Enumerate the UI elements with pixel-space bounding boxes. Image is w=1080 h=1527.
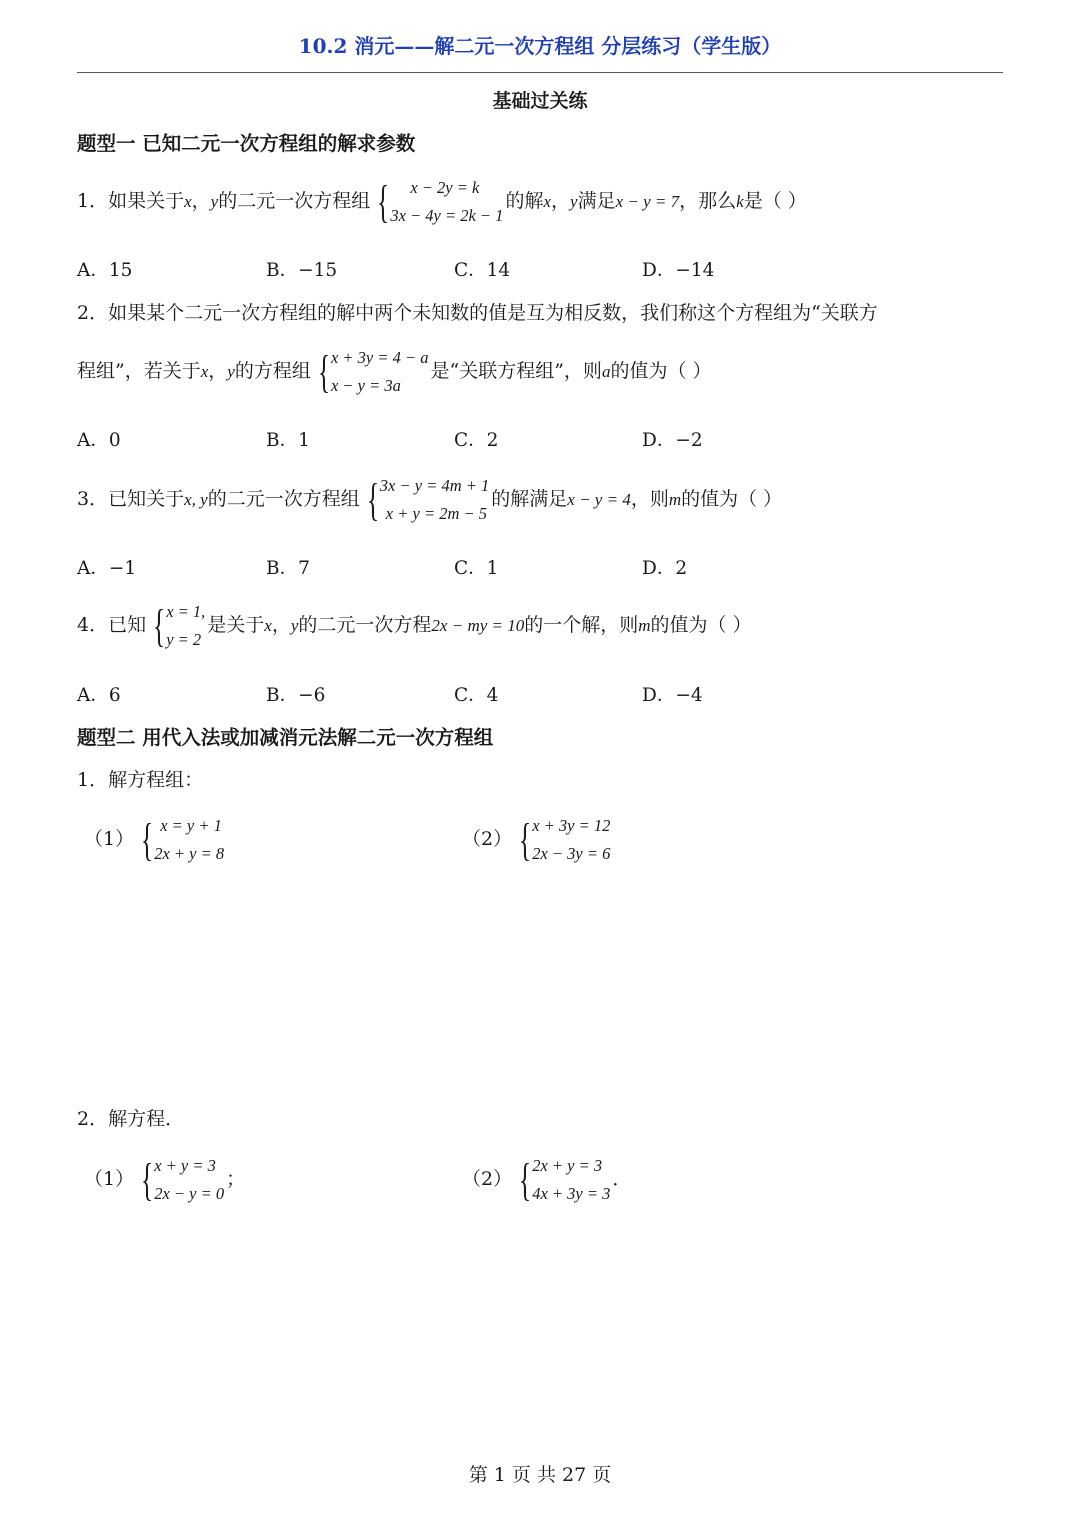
q2-option-b: B．1	[266, 430, 310, 451]
brace-icon: {	[317, 346, 330, 397]
q2-option-d: D．−2	[642, 430, 703, 451]
q1-mid: 的二元一次方程组	[218, 190, 371, 212]
q2-equation-system	[313, 344, 429, 400]
q1-var-x2: x	[543, 192, 551, 211]
p1-s1-eq2: 2x + y = 8	[154, 844, 225, 863]
q2-var-x: x	[200, 362, 209, 381]
brace-icon: {	[141, 1154, 154, 1205]
p2-s1-eq1: x + y = 3	[154, 1156, 216, 1175]
p2-s1-eq2: 2x − y = 0	[154, 1184, 225, 1203]
q4-after: 是关于	[207, 614, 265, 636]
q1-eq2: 3x − 4y = 2k − 1	[390, 206, 504, 225]
header-divider	[77, 72, 1003, 73]
q4-var-y: y	[290, 616, 299, 635]
q1-option-a: A．15	[77, 260, 133, 281]
brace-icon: {	[141, 814, 154, 865]
q3-option-d: D．2	[642, 558, 688, 579]
q1-comma: ，	[191, 190, 211, 212]
q1-option-d: D．−14	[642, 260, 715, 281]
question-1	[77, 174, 807, 230]
q3-tail: ，则	[630, 488, 669, 510]
p2-s1-end: ；	[226, 1168, 246, 1190]
q3-eq1: 3x − y = 4m + 1	[379, 476, 490, 495]
p2-sub-2	[462, 1152, 631, 1208]
q1-cond-pre: 满足	[577, 190, 616, 212]
p2-s2-eq2: 4x + 3y = 3	[532, 1184, 611, 1203]
question-3	[77, 472, 782, 528]
question-2-line-2	[77, 344, 711, 400]
brace-icon: {	[153, 600, 166, 651]
q4-option-d: D．−4	[642, 685, 703, 706]
q2-prefix: 程组”，若关于	[77, 360, 201, 382]
p1-s1-equation-system	[136, 812, 224, 868]
q1-var-k: k	[736, 192, 744, 211]
q3-prefix: 3．已知关于	[77, 488, 185, 510]
p2-s2-equation-system	[514, 1152, 610, 1208]
p1-s2-eq2: 2x − 3y = 6	[532, 844, 611, 863]
problem-2-label: 2．解方程．	[77, 1108, 185, 1130]
type2-heading: 题型二 用代入法或加减消元法解二元一次方程组	[77, 726, 494, 749]
q1-var-y: y	[210, 192, 219, 211]
q4-eq1: x = 1,	[166, 602, 206, 621]
p1-s1-num: （1）	[84, 828, 135, 850]
q4-option-c: C．4	[454, 685, 499, 706]
q3-vars: x, y	[184, 490, 208, 509]
q4-eq2: y = 2	[166, 630, 202, 649]
q3-var-m: m	[668, 490, 682, 509]
q1-comma2: ，	[551, 190, 571, 212]
p2-sub-1	[84, 1152, 245, 1208]
q1-option-c: C．14	[454, 260, 511, 281]
p1-s1-eq1: x = y + 1	[160, 816, 222, 835]
q2-eq1: x + 3y = 4 − a	[330, 348, 429, 367]
q3-mid: 的二元一次方程组	[207, 488, 360, 510]
p2-s2-eq1: 2x + y = 3	[532, 1156, 603, 1175]
q1-after: 的解	[505, 190, 544, 212]
q3-end: 的值为（ ）	[681, 488, 783, 510]
question-2-line-1: 2．如果某个二元一次方程组的解中两个未知数的值是互为相反数，我们称这个方程组为“关联方	[77, 302, 878, 324]
q3-equation-system	[362, 472, 490, 528]
q3-option-b: B．7	[266, 558, 310, 579]
p2-s2-end: ．	[612, 1168, 632, 1190]
q3-eq2: x + y = 2m − 5	[385, 504, 488, 523]
p1-s2-equation-system	[514, 812, 610, 868]
brace-icon: {	[377, 176, 390, 227]
q2-end: 的值为（ ）	[610, 360, 712, 382]
p2-s1-equation-system	[136, 1152, 224, 1208]
q1-option-b: B．−15	[266, 260, 338, 281]
q4-option-a: A．6	[77, 685, 121, 706]
p2-s2-num: （2）	[462, 1168, 513, 1190]
q1-eq1: x − 2y = k	[410, 178, 480, 197]
q2-eq2: x − y = 3a	[330, 376, 401, 395]
q2-mid: 的方程组	[234, 360, 311, 382]
brace-icon: {	[366, 474, 379, 525]
q1-condition: x − y = 7	[615, 192, 680, 211]
problem-1-label: 1．解方程组：	[77, 769, 204, 791]
q1-tail: ，那么	[679, 190, 737, 212]
q4-mid: 的二元一次方程	[298, 614, 432, 636]
p1-sub-2	[462, 812, 612, 868]
page-footer: 第 1 页 共 27 页	[468, 1464, 612, 1486]
q1-end: 是（ ）	[743, 190, 807, 212]
q4-end: 的值为（ ）	[650, 614, 752, 636]
q3-after: 的解满足	[491, 488, 568, 510]
q4-option-b: B．−6	[266, 685, 326, 706]
q4-comma: ，	[271, 614, 291, 636]
q4-equation: 2x − my = 10	[431, 616, 525, 635]
q2-var-y: y	[227, 362, 235, 381]
q1-var-y2: y	[570, 192, 578, 211]
q4-prefix: 4．已知	[77, 614, 147, 636]
brace-icon: {	[519, 814, 532, 865]
q4-var-x: x	[264, 616, 272, 635]
q3-option-c: C．1	[454, 558, 499, 579]
q2-comma: ，	[208, 360, 228, 382]
p1-s2-num: （2）	[462, 828, 513, 850]
q1-prefix: 1．如果关于	[77, 190, 185, 212]
section-title: 基础过关练	[492, 90, 588, 112]
q4-var-m: m	[638, 616, 651, 635]
p1-sub-1	[84, 812, 226, 868]
q3-option-a: A．−1	[77, 558, 137, 579]
question-4	[77, 598, 752, 654]
q3-condition: x − y = 4	[567, 490, 631, 509]
q2-var-a: a	[601, 362, 611, 381]
p2-s1-num: （1）	[84, 1168, 135, 1190]
type1-heading: 题型一 已知二元一次方程组的解求参数	[77, 132, 416, 155]
p1-s2-eq1: x + 3y = 12	[532, 816, 611, 835]
q1-equation-system	[372, 174, 503, 230]
brace-icon: {	[519, 1154, 532, 1205]
q4-equation-system	[148, 598, 205, 654]
q2-option-c: C．2	[454, 430, 499, 451]
page-header-title: 10.2 消元——解二元一次方程组 分层练习（学生版）	[298, 34, 782, 58]
q2-after: 是“关联方程组”，则	[430, 360, 602, 382]
q2-option-a: A．0	[77, 430, 121, 451]
q1-var-x: x	[184, 192, 192, 211]
q4-tail: 的一个解，则	[524, 614, 639, 636]
